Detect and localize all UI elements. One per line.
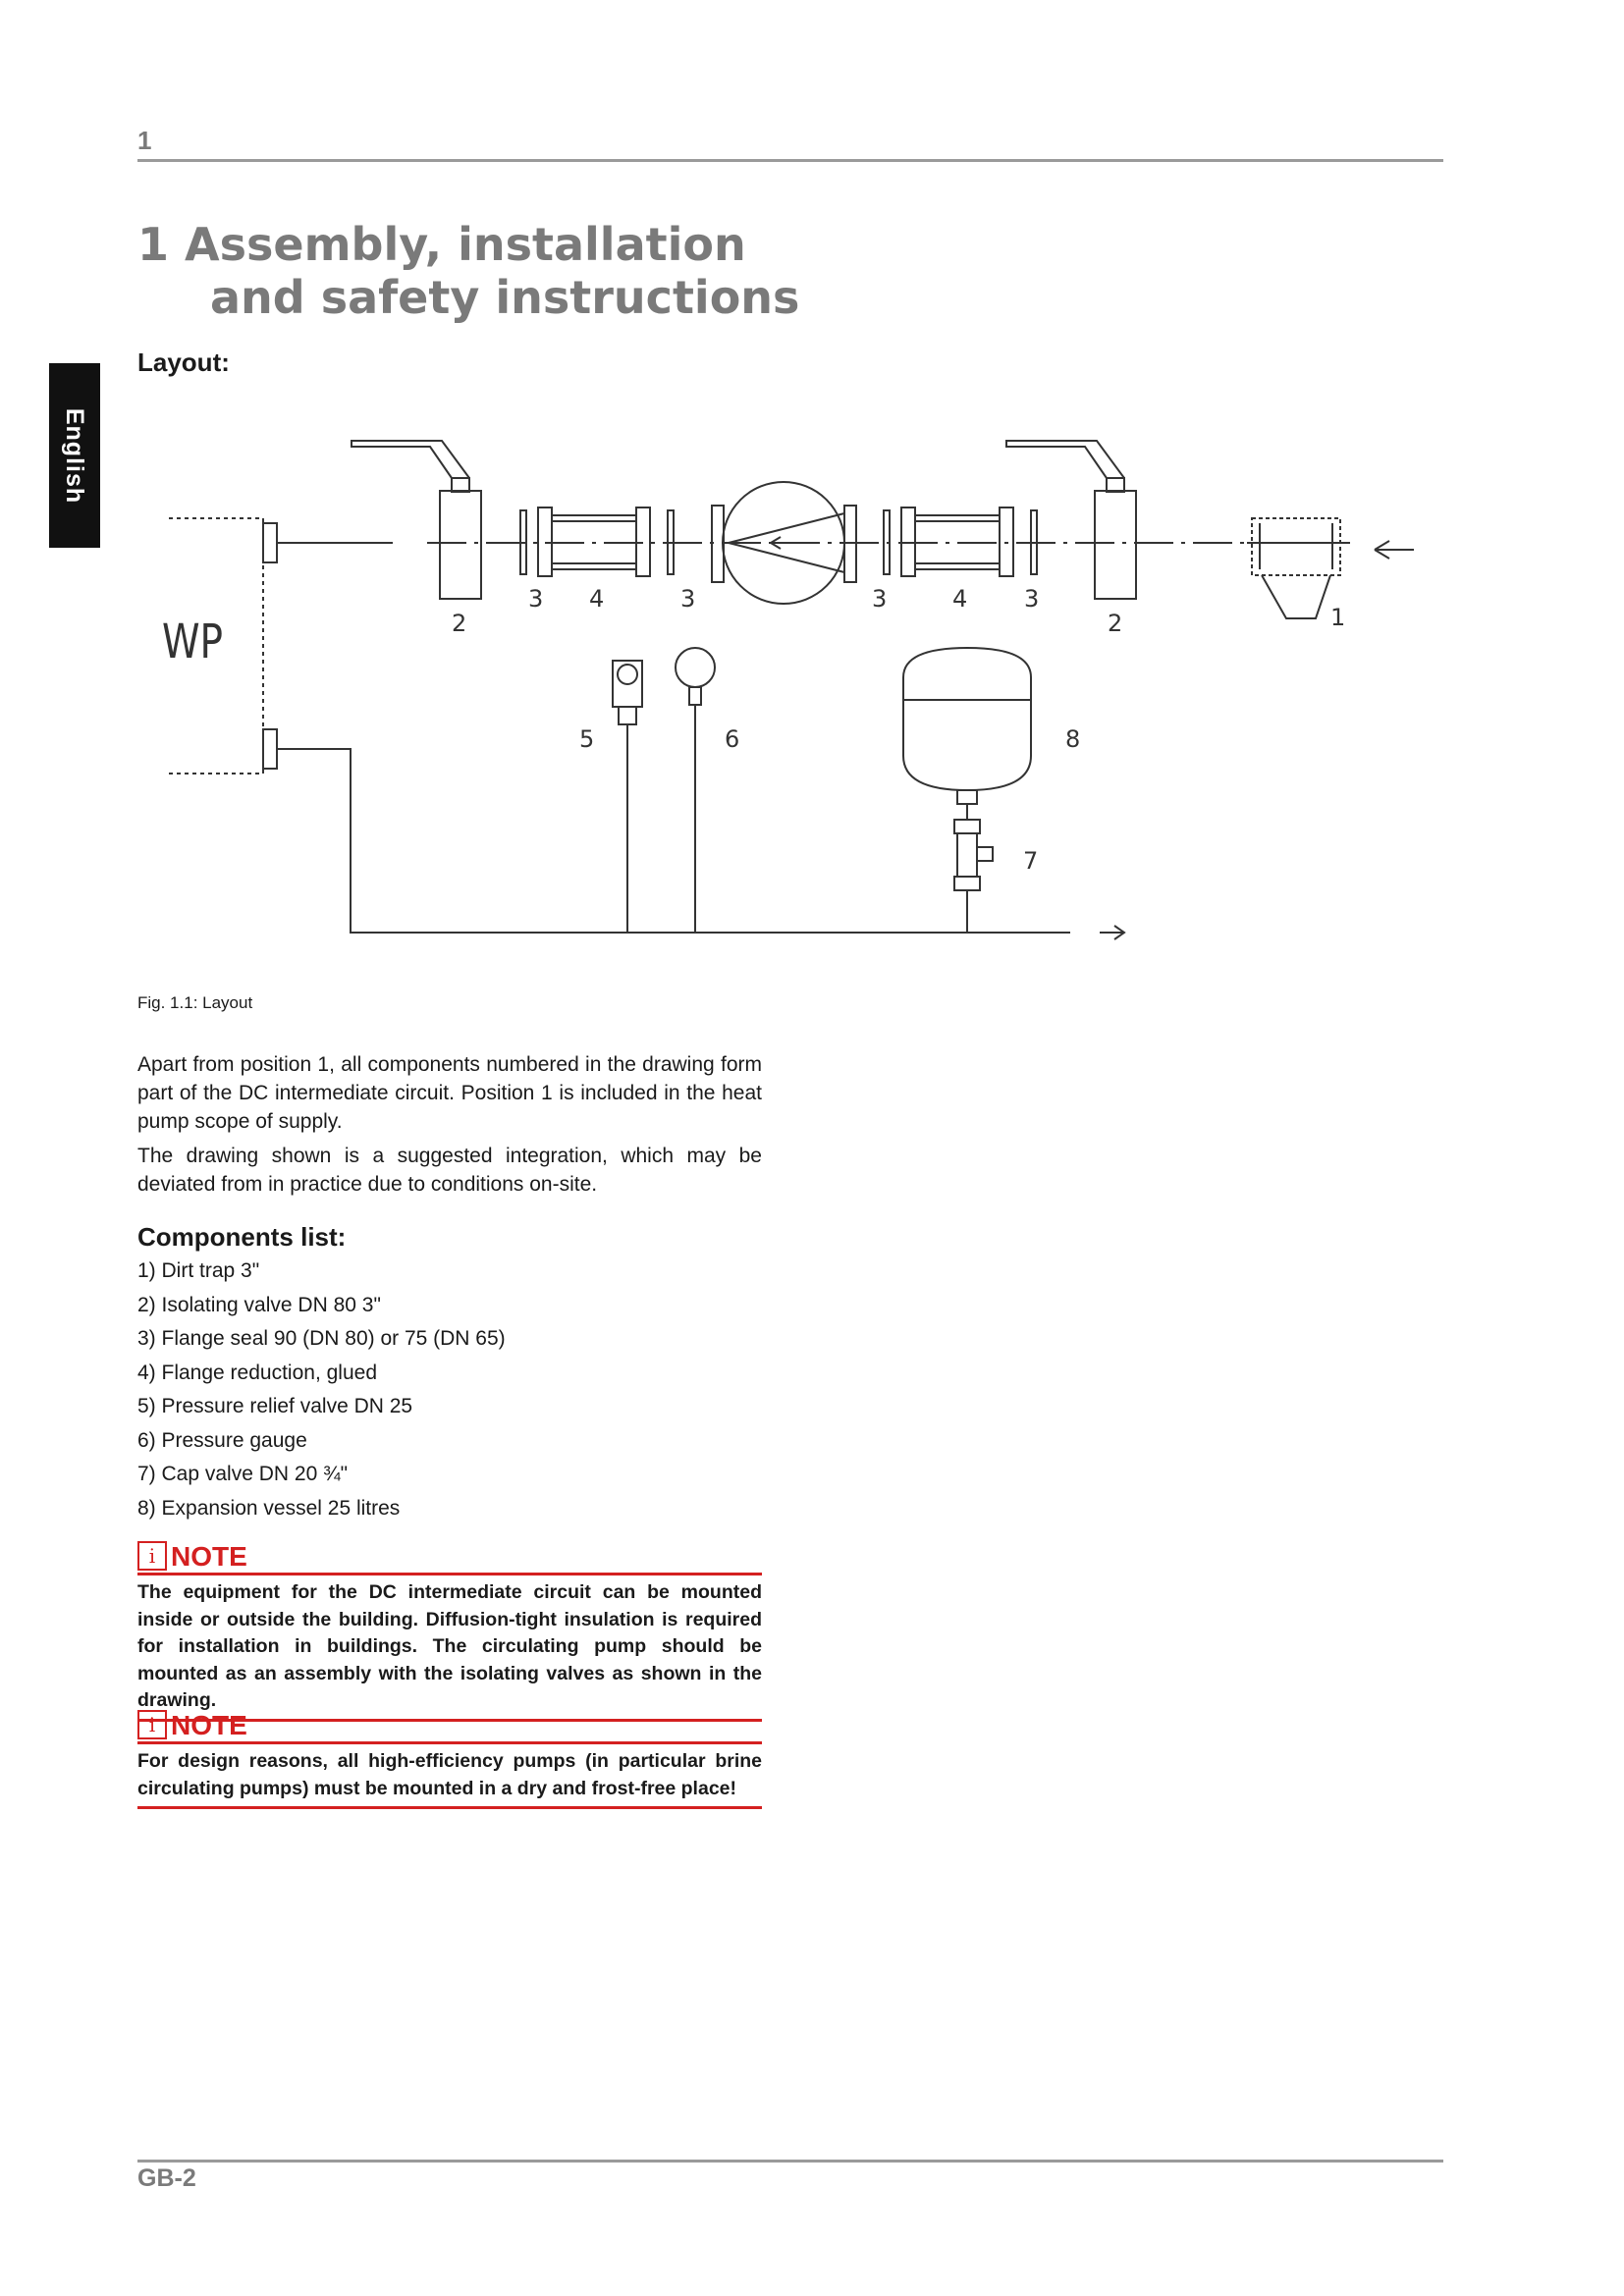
footer-page-code: GB-2: [137, 2164, 196, 2192]
label-flange-seal-4: 3: [1024, 585, 1040, 613]
component-item: 4) Flange reduction, glued: [137, 1361, 377, 1384]
footer-rule: [137, 2160, 1443, 2163]
pressure-relief-valve: [613, 661, 642, 933]
pressure-gauge: [676, 648, 715, 933]
cap-valve: [954, 804, 993, 933]
wp-label: WP: [162, 614, 224, 670]
component-item: 1) Dirt trap 3": [137, 1259, 260, 1282]
note-box-2: [137, 1710, 762, 1809]
component-item: 6) Pressure gauge: [137, 1428, 307, 1452]
figure-caption: Fig. 1.1: Layout: [137, 993, 253, 1012]
component-item: 2) Isolating valve DN 80 3": [137, 1293, 381, 1316]
outlet-arrow: [1100, 926, 1124, 939]
expansion-vessel: [903, 648, 1031, 804]
note-label: NOTE: [171, 1541, 247, 1572]
lower-pipe: [277, 749, 1070, 933]
chapter-title: [137, 218, 799, 324]
label-pressure-relief-valve: 5: [579, 725, 595, 753]
note-box-1: [137, 1541, 762, 1722]
label-flange-reduction-right: 4: [952, 585, 968, 613]
layout-heading: Layout:: [137, 347, 230, 377]
label-flange-seal-3: 3: [872, 585, 888, 613]
label-cap-valve: 7: [1023, 847, 1039, 875]
chapter-title-line2: and safety instructions: [210, 271, 800, 324]
body-paragraph-1: Apart from position 1, all components numbered in the drawing form part of the DC intermediate circuit. Position 1 is included in the heat pump scope of supply.: [137, 1053, 762, 1133]
body-paragraph-2: The drawing shown is a suggested integration, which may be deviated from in practice due to conditions on-site.: [137, 1145, 762, 1196]
component-item: 8) Expansion vessel 25 litres: [137, 1496, 401, 1520]
components-list: [137, 1255, 506, 1525]
chapter-title-line1: 1 Assembly, installation: [137, 218, 746, 271]
component-item: 3) Flange seal 90 (DN 80) or 75 (DN 65): [137, 1327, 506, 1350]
layout-diagram: [157, 417, 1434, 967]
page-number: 1: [137, 126, 152, 155]
info-icon: i: [137, 1710, 167, 1739]
label-flange-seal-1: 3: [528, 585, 544, 613]
header-rule: [137, 159, 1443, 162]
note-label: NOTE: [171, 1710, 247, 1740]
note-text: For design reasons, all high-efficiency pumps (in particular brine circulating pumps) must be mounted in a dry and frost-free place!: [137, 1744, 762, 1809]
components-heading: Components list:: [137, 1222, 347, 1252]
isolating-valve-left: [352, 441, 481, 599]
inlet-arrow: [1375, 541, 1414, 559]
language-tab-label: English: [61, 407, 89, 504]
note-header: [137, 1710, 762, 1744]
dirt-trap: [1252, 518, 1340, 618]
note-text: The equipment for the DC intermediate circuit can be mounted inside or outside the building. Diffusion-tight insulation is required for installation in buildings. The circulating pump should be mounted as an assembly with the isolating valves as shown in the drawing.: [137, 1575, 762, 1722]
label-expansion-vessel: 8: [1065, 725, 1081, 753]
language-tab: [49, 363, 100, 548]
label-flange-reduction-left: 4: [589, 585, 605, 613]
component-item: 5) Pressure relief valve DN 25: [137, 1395, 413, 1417]
label-flange-seal-2: 3: [680, 585, 696, 613]
label-pressure-gauge: 6: [725, 725, 740, 753]
info-icon: i: [137, 1541, 167, 1571]
component-item: 7) Cap valve DN 20 ¾": [137, 1463, 349, 1485]
label-dirt-trap: 1: [1330, 604, 1346, 631]
label-isolating-valve-right: 2: [1108, 610, 1123, 637]
label-isolating-valve-left: 2: [452, 610, 467, 637]
body-text: [137, 1050, 762, 1204]
isolating-valve-right: [1006, 441, 1136, 599]
note-header: [137, 1541, 762, 1575]
